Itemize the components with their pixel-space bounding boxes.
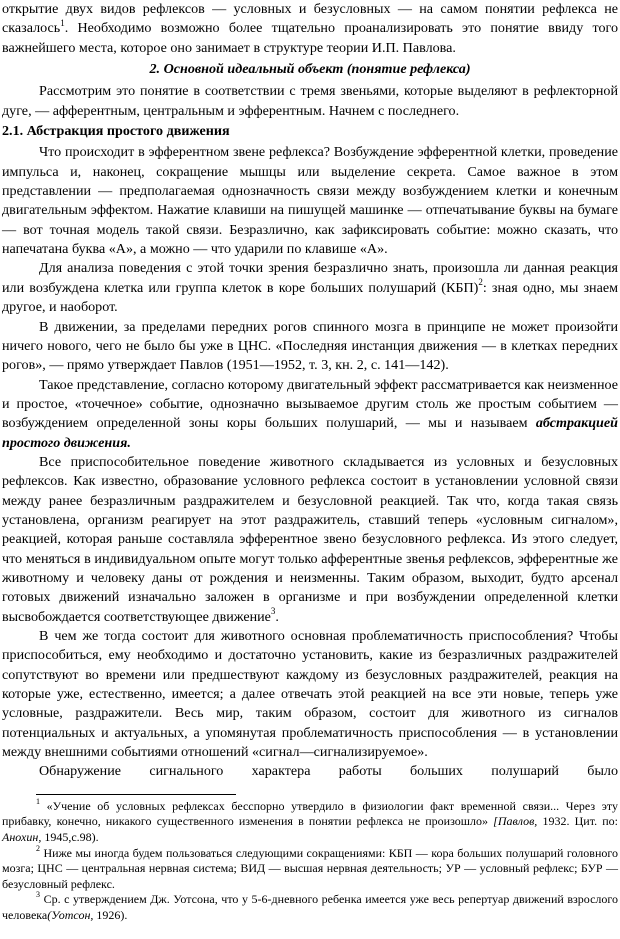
footnote-2: $^2$ Ниже мы иногда будем пользоваться следующими сокращениями: КБП — кора больших полушарий головного мозга; ЦНС — центральная нервная система; ВИД — высшая нервная деятельность; УР — условный рефлекс; БУР — безусловный рефлекс. xyxy=(2,843,619,891)
footnote-separator xyxy=(36,794,236,795)
paragraph-continuation: открытие двух видов рефлексов — условных и безусловных — на самом понятии рефлекса не сказалось$^1$. Необходимо возможно более тщательно проанализировать это понятие ввиду того важнейшего места, которое оно занимает в структуре теории И.П. Павлова. xyxy=(2,1,618,56)
paragraph: В движении, за пределами передних рогов спинного мозга в принципе не может произойти ничего нового, чего не было бы уже в ЦНС. «Последняя инстанция движения — в клетках передних рогов», — прямо утверждает Павлов (1951—1952, т. 3, кн. 2, с. 141—142). xyxy=(2,318,618,374)
paragraph: Обнаружение сигнального характера работы больших полушарий было xyxy=(39,763,618,780)
footnote-ref-3[interactable]: 3 xyxy=(270,605,276,616)
footnote-ref-1[interactable]: 1 xyxy=(60,17,65,28)
paragraph: Для анализа поведения с этой точки зрения безразлично знать, произошла ли данная реакция или возбуждена клетка или группа клеток в коре больших полушарий (КБП)$^2$: зная одно, мы знаем другое, и наоборот. xyxy=(2,260,618,316)
paragraph: Все приспособительное поведение животного складывается из условных и безусловных рефлексов. Как известно, образование условного рефлекса состоит в установлении условной связи между ранее безразличным раздражителем и безусловной реакцией. Так что, когда такая связь установлена, организм реагирует на этот раздражитель, ставший теперь «условным сигналом», реакцией, которая раньше составляла эфферентное звено безусловного рефлекса. Из этого следует, что меняться в индивидуальном опыте могут только афферентные звенья рефлексов, эфферентные же животному и человеку даны от рождения и неизменны. Таким образом, выходит, будто арсенал готовых движений изначально заложен в организме и при возбуждении определенной клетки высвобождается соответствующее движение$^3$. xyxy=(2,453,618,625)
paragraph: Такое представление, согласно которому двигательный эффект рассматривается как неизменное и простое, «точечное» событие, однозначно вызываемое другим столь же простым событием — возбуждением определенной зоны коры больших полушарий, — мы и называем абстракцией простого движения. xyxy=(2,376,618,451)
emphasis-term: абстракцией простого движения. xyxy=(2,415,618,451)
paragraph: В чем же тогда состоит для животного основная проблематичность приспособления? Чтобы приспособиться, ему необходимо и достаточно установить, какие из безразличных раздражителей сопутствуют во времени или предшествуют каждому из безусловных раздражителей, реакция на которые уже, естественно, имеется; а далее отвечать этой реакцией на все эти новые, теперь уже условные, раздражители. Весь мир, таким образом, состоит для животного из сигналов потенциальных и актуальных, а упомянутая проблематичность приспособления — в установлении между внешними событиями отношений «сигнал—сигнализируемое». xyxy=(2,628,618,761)
footnote-1: $^1$ «Учение об условных рефлексах бесспорно утвердило в физиологии факт временной связи... Через эту прибавку, конечно, никакого существенного изменения в понятии рефлекса не произошло» [Павлов, 1932. Цит. по: Анохин, 1945,с.98). xyxy=(2,796,619,844)
footnote-ref-2[interactable]: 2 xyxy=(478,277,483,288)
footnote-3: $^3$ Ср. с утверждением Дж. Уотсона, что у 5-6-дневного ребенка имеется уже весь репертуар движений взрослого человека(Уотсон, 1926). xyxy=(2,890,619,922)
paragraph: Рассмотрим это понятие в соответствии с тремя звеньями, которые выделяют в рефлекторной дуге, — афферентным, центральным и эфферентным. Начнем с последнего. xyxy=(2,83,618,119)
section-title: 2. Основной идеальный объект (понятие рефлекса) xyxy=(149,61,471,78)
subsection-title: 2.1. Абстракция простого движения xyxy=(2,123,230,140)
paragraph: Что происходит в эфферентном звене рефлекса? Возбуждение эфферентной клетки, проведение импульса и, наконец, сокращение мышцы или выделение секрета. Самое важное в этом представлении — предполагаемая однозначность связи между возбуждением клетки и конечным двигательным эффектом. Нажатие клавиши на пишущей машинке — отпечатывание буквы на бумаге — вот точная модель такой связи. Безразлично, как зафиксировать событие: можно сказать, что напечатана буква «А», а можно — что ударили по клавише «А». xyxy=(2,144,618,258)
